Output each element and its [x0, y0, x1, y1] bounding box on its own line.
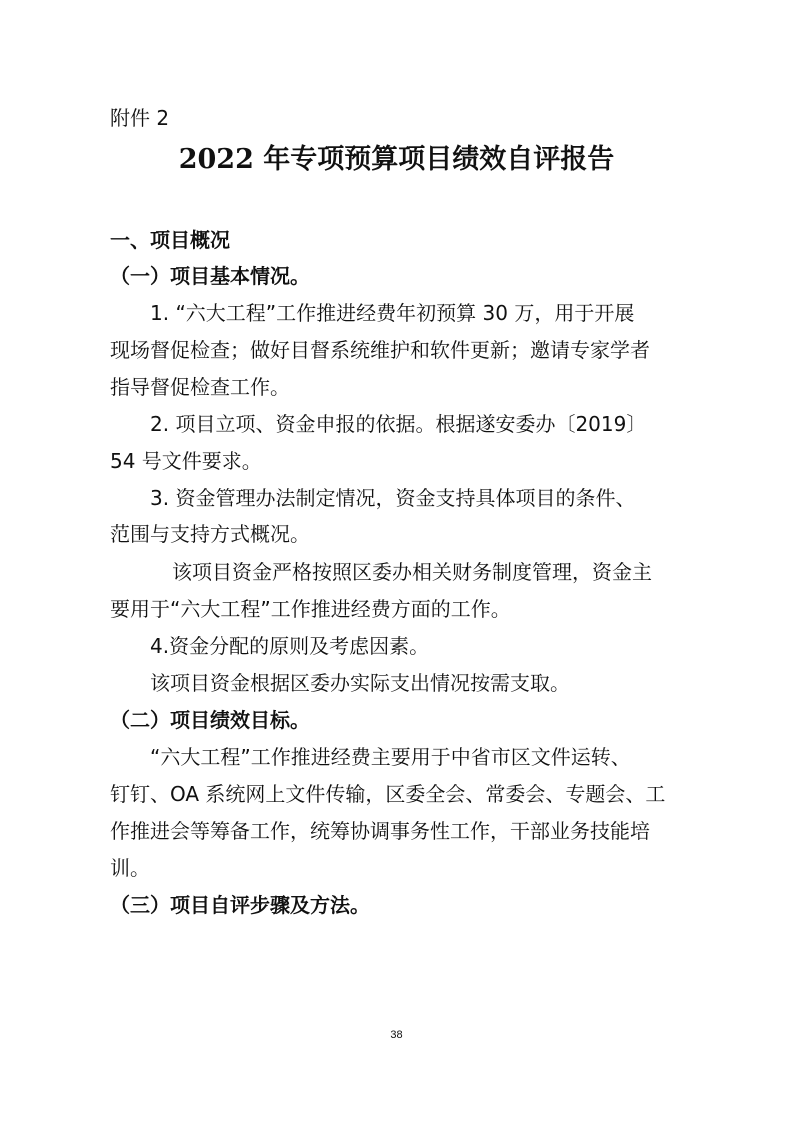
paragraph-line: 要用于“六大工程”工作推进经费方面的工作。: [110, 597, 511, 621]
section-1-heading: 一、项目概况: [110, 228, 230, 252]
subsection-2-heading: （二）项目绩效目标。: [110, 708, 310, 732]
paragraph-line: 1. “六大工程”工作推进经费年初预算 30 万，用于开展: [150, 301, 635, 325]
paragraph-line: 作推进会等筹备工作，统筹协调事务性工作，干部业务技能培: [110, 819, 650, 843]
subsection-3-heading: （三）项目自评步骤及方法。: [110, 893, 370, 917]
paragraph-line: 2. 项目立项、资金申报的依据。根据遂安委办〔2019〕: [150, 412, 647, 436]
page-number: 38: [390, 1029, 403, 1041]
paragraph-line: 3. 资金管理办法制定情况，资金支持具体项目的条件、: [150, 486, 636, 510]
paragraph-line: “六大工程”工作推进经费主要用于中省市区文件运转、: [150, 745, 631, 769]
paragraph-line: 4.资金分配的原则及考虑因素。: [150, 634, 430, 658]
paragraph-line: 范围与支持方式概况。: [110, 522, 310, 546]
attachment-label: 附件 2: [110, 106, 170, 130]
paragraph-line: 钉钉、OA 系统网上文件传输，区委全会、常委会、专题会、工: [110, 782, 666, 806]
paragraph-line: 训。: [110, 856, 150, 880]
paragraph-line: 指导督促检查工作。: [110, 375, 290, 399]
paragraph-line: 该项目资金根据区委办实际支出情况按需支取。: [150, 671, 570, 695]
page-title: 2022 年专项预算项目绩效自评报告: [178, 144, 615, 175]
paragraph-line: 54 号文件要求。: [110, 449, 262, 473]
paragraph-line: 现场督促检查；做好目督系统维护和软件更新；邀请专家学者: [110, 338, 650, 362]
paragraph-line: 该项目资金严格按照区委办相关财务制度管理，资金主: [172, 560, 652, 584]
subsection-1-heading: （一）项目基本情况。: [110, 264, 310, 288]
